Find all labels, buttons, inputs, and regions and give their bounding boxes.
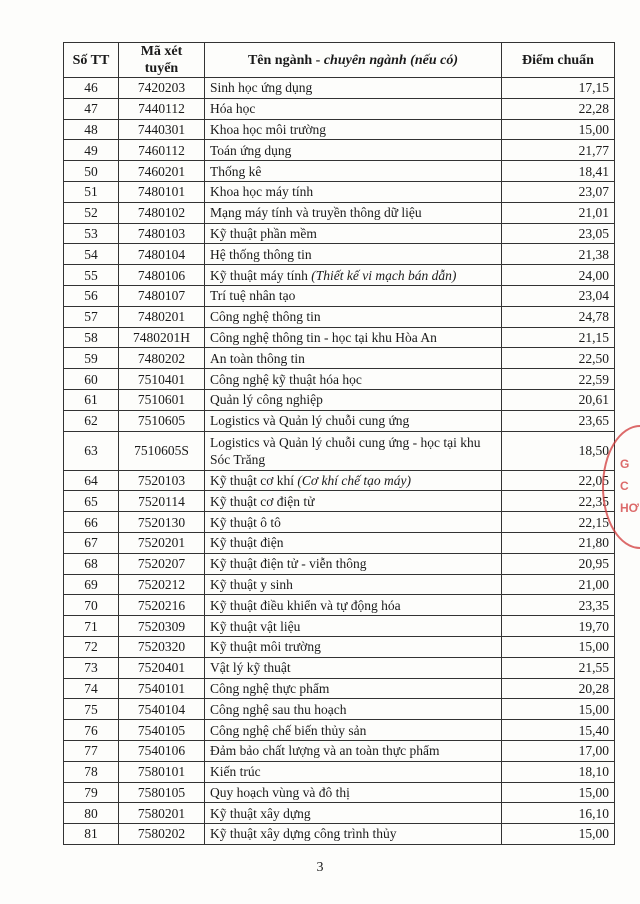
row-name-text: Công nghệ chế biến thủy sản — [210, 722, 367, 738]
row-name-text: Kỹ thuật điện — [210, 535, 284, 551]
table-row — [64, 657, 615, 678]
row-code: 7520401 — [119, 657, 205, 678]
row-name-text: Công nghệ thông tin — [210, 309, 321, 325]
table-row — [64, 782, 615, 803]
row-name — [205, 491, 502, 512]
row-stt: 79 — [64, 782, 119, 803]
row-name — [205, 636, 502, 657]
table-row — [64, 306, 615, 327]
row-stt: 74 — [64, 678, 119, 699]
row-name-text: Logistics và Quản lý chuỗi cung ứng — [210, 413, 410, 429]
row-score: 21,80 — [502, 532, 615, 553]
row-name-text: Công nghệ thực phẩm — [210, 680, 330, 696]
row-stt: 66 — [64, 512, 119, 533]
row-name — [205, 431, 502, 470]
table-row — [64, 181, 615, 202]
row-name — [205, 720, 502, 741]
row-score: 21,00 — [502, 574, 615, 595]
table-body — [64, 78, 615, 845]
row-code: 7540104 — [119, 699, 205, 720]
table-row — [64, 803, 615, 824]
row-name — [205, 119, 502, 140]
row-stt: 65 — [64, 491, 119, 512]
row-score: 21,01 — [502, 202, 615, 223]
table-row — [64, 202, 615, 223]
row-code: 7480201H — [119, 327, 205, 348]
table-row — [64, 161, 615, 182]
row-stt: 55 — [64, 265, 119, 286]
row-stt: 73 — [64, 657, 119, 678]
header-name — [205, 43, 502, 78]
row-score: 22,15 — [502, 512, 615, 533]
row-name — [205, 678, 502, 699]
row-code: 7440301 — [119, 119, 205, 140]
row-stt: 51 — [64, 181, 119, 202]
row-name-text: Công nghệ sau thu hoạch — [210, 701, 347, 717]
table-row — [64, 532, 615, 553]
row-name — [205, 761, 502, 782]
row-name-text: Kiến trúc — [210, 764, 261, 780]
row-stt: 49 — [64, 140, 119, 161]
row-stt: 60 — [64, 369, 119, 390]
row-code: 7480107 — [119, 285, 205, 306]
row-stt: 77 — [64, 740, 119, 761]
row-stt: 80 — [64, 803, 119, 824]
row-name — [205, 699, 502, 720]
table-row — [64, 348, 615, 369]
row-score: 23,65 — [502, 410, 615, 431]
row-score: 16,10 — [502, 803, 615, 824]
row-name — [205, 348, 502, 369]
row-code: 7580105 — [119, 782, 205, 803]
row-code: 7520103 — [119, 470, 205, 491]
row-code: 7510401 — [119, 369, 205, 390]
row-score: 23,07 — [502, 181, 615, 202]
table-row — [64, 740, 615, 761]
row-name — [205, 181, 502, 202]
row-score: 17,15 — [502, 78, 615, 99]
row-name — [205, 512, 502, 533]
row-name — [205, 140, 502, 161]
row-name-text: Khoa học máy tính — [210, 184, 314, 200]
row-score: 22,59 — [502, 369, 615, 390]
row-code: 7580201 — [119, 803, 205, 824]
row-stt: 52 — [64, 202, 119, 223]
row-score: 22,50 — [502, 348, 615, 369]
table-header-row — [64, 43, 615, 78]
row-score: 20,95 — [502, 553, 615, 574]
row-code: 7580101 — [119, 761, 205, 782]
row-stt: 61 — [64, 389, 119, 410]
table-row — [64, 616, 615, 637]
table-row — [64, 761, 615, 782]
row-score: 23,04 — [502, 285, 615, 306]
row-name — [205, 553, 502, 574]
row-stt: 46 — [64, 78, 119, 99]
table-row — [64, 223, 615, 244]
row-name — [205, 740, 502, 761]
row-score: 18,41 — [502, 161, 615, 182]
row-name — [205, 595, 502, 616]
row-name — [205, 285, 502, 306]
row-name-text: Trí tuệ nhân tạo — [210, 288, 296, 304]
row-code: 7540101 — [119, 678, 205, 699]
row-name-text: Kỹ thuật cơ điện tử — [210, 493, 315, 509]
table-row — [64, 410, 615, 431]
row-score: 17,00 — [502, 740, 615, 761]
table-row — [64, 824, 615, 845]
row-score: 15,00 — [502, 782, 615, 803]
row-name-text: Kỹ thuật vật liệu — [210, 618, 301, 634]
row-name-text: Logistics và Quản lý chuỗi cung ứng - học tại khu Sóc Trăng — [210, 434, 481, 467]
row-score: 15,00 — [502, 824, 615, 845]
row-code: 7520216 — [119, 595, 205, 616]
row-stt: 70 — [64, 595, 119, 616]
row-name-text: Kỹ thuật cơ khí — [210, 472, 298, 488]
row-stt: 78 — [64, 761, 119, 782]
row-stt: 48 — [64, 119, 119, 140]
row-code: 7480102 — [119, 202, 205, 223]
row-name-text: Toán ứng dụng — [210, 142, 292, 158]
row-stt: 68 — [64, 553, 119, 574]
row-code: 7520212 — [119, 574, 205, 595]
row-name-text: An toàn thông tin — [210, 350, 305, 366]
row-code: 7440112 — [119, 98, 205, 119]
table-row — [64, 140, 615, 161]
row-name — [205, 265, 502, 286]
table-row — [64, 491, 615, 512]
row-score: 22,05 — [502, 470, 615, 491]
row-score: 18,10 — [502, 761, 615, 782]
row-name-text: Quy hoạch vùng và đô thị — [210, 784, 350, 800]
table-row — [64, 470, 615, 491]
row-name — [205, 327, 502, 348]
row-code: 7510605S — [119, 431, 205, 470]
table-row — [64, 389, 615, 410]
row-name — [205, 532, 502, 553]
row-code: 7520114 — [119, 491, 205, 512]
row-stt: 72 — [64, 636, 119, 657]
row-code: 7540105 — [119, 720, 205, 741]
row-score: 22,35 — [502, 491, 615, 512]
row-name — [205, 78, 502, 99]
row-stt: 50 — [64, 161, 119, 182]
row-stt: 56 — [64, 285, 119, 306]
row-score: 15,00 — [502, 119, 615, 140]
row-code: 7520320 — [119, 636, 205, 657]
row-stt: 71 — [64, 616, 119, 637]
row-name-text: Kỹ thuật ô tô — [210, 514, 281, 530]
row-score: 15,40 — [502, 720, 615, 741]
table-row — [64, 285, 615, 306]
row-name-text: Khoa học môi trường — [210, 121, 327, 137]
row-code: 7520201 — [119, 532, 205, 553]
row-stt: 67 — [64, 532, 119, 553]
header-name-italic: chuyên ngành (nếu có) — [323, 52, 459, 68]
table-row — [64, 98, 615, 119]
table-row — [64, 574, 615, 595]
row-code: 7510605 — [119, 410, 205, 431]
row-name — [205, 410, 502, 431]
row-score: 20,28 — [502, 678, 615, 699]
row-name-text: Hóa học — [210, 101, 256, 117]
header-score: Điểm chuẩn — [502, 43, 615, 78]
row-name-text: Kỹ thuật máy tính — [210, 267, 312, 283]
row-score: 24,78 — [502, 306, 615, 327]
row-code: 7420203 — [119, 78, 205, 99]
row-score: 23,35 — [502, 595, 615, 616]
table-row — [64, 431, 615, 470]
row-code: 7480201 — [119, 306, 205, 327]
row-code: 7460112 — [119, 140, 205, 161]
row-code: 7520309 — [119, 616, 205, 637]
header-code: Mã xét tuyển — [119, 43, 205, 78]
row-name — [205, 824, 502, 845]
row-score: 20,61 — [502, 389, 615, 410]
table-row — [64, 119, 615, 140]
stamp-text-2: C — [620, 479, 629, 493]
row-stt: 76 — [64, 720, 119, 741]
row-code: 7460201 — [119, 161, 205, 182]
stamp-text-3: HƠ — [620, 501, 639, 515]
row-name-text: Kỹ thuật xây dựng — [210, 805, 311, 821]
row-code: 7520130 — [119, 512, 205, 533]
row-name-text: Kỹ thuật điện tử - viễn thông — [210, 556, 367, 572]
row-stt: 54 — [64, 244, 119, 265]
row-name-text: Công nghệ kỹ thuật hóa học — [210, 371, 362, 387]
row-name — [205, 616, 502, 637]
row-name — [205, 202, 502, 223]
row-name-text: Thống kê — [210, 163, 262, 179]
row-name-text: Kỹ thuật phần mềm — [210, 225, 317, 241]
row-name — [205, 389, 502, 410]
row-stt: 59 — [64, 348, 119, 369]
row-stt: 58 — [64, 327, 119, 348]
row-name — [205, 782, 502, 803]
row-code: 7540106 — [119, 740, 205, 761]
row-name — [205, 161, 502, 182]
row-score: 21,15 — [502, 327, 615, 348]
table-row — [64, 512, 615, 533]
table-row — [64, 553, 615, 574]
table-row — [64, 369, 615, 390]
row-score: 21,77 — [502, 140, 615, 161]
row-code: 7480101 — [119, 181, 205, 202]
row-name-text: Vật lý kỹ thuật — [210, 660, 291, 676]
row-name-text: Quản lý công nghiệp — [210, 392, 323, 408]
row-score: 19,70 — [502, 616, 615, 637]
row-stt: 63 — [64, 431, 119, 470]
table-row — [64, 720, 615, 741]
row-name — [205, 574, 502, 595]
row-name-text: Kỹ thuật điều khiển và tự động hóa — [210, 597, 401, 613]
row-stt: 57 — [64, 306, 119, 327]
table-row — [64, 636, 615, 657]
row-code: 7480106 — [119, 265, 205, 286]
row-score: 15,00 — [502, 699, 615, 720]
row-name — [205, 223, 502, 244]
row-code: 7480202 — [119, 348, 205, 369]
row-name — [205, 657, 502, 678]
row-name-text: Kỹ thuật y sinh — [210, 576, 293, 592]
row-name-text: Mạng máy tính và truyền thông dữ liệu — [210, 205, 422, 221]
row-score: 15,00 — [502, 636, 615, 657]
row-name — [205, 244, 502, 265]
row-name — [205, 369, 502, 390]
row-name-text: Công nghệ thông tin - học tại khu Hòa An — [210, 329, 437, 345]
row-score: 24,00 — [502, 265, 615, 286]
page-number: 3 — [316, 860, 324, 875]
row-name-text: Hệ thống thông tin — [210, 246, 312, 262]
admission-score-table — [63, 42, 615, 845]
table-row — [64, 327, 615, 348]
row-score: 21,38 — [502, 244, 615, 265]
row-code: 7510601 — [119, 389, 205, 410]
row-name-note: (Thiết kế vi mạch bán dẫn) — [311, 267, 457, 283]
row-stt: 62 — [64, 410, 119, 431]
row-name-text: Kỹ thuật xây dựng công trình thủy — [210, 826, 397, 842]
row-stt: 81 — [64, 824, 119, 845]
row-stt: 69 — [64, 574, 119, 595]
row-name-note: (Cơ khí chế tạo máy) — [297, 472, 412, 488]
header-stt: Số TT — [64, 43, 119, 78]
row-name — [205, 306, 502, 327]
table-row — [64, 678, 615, 699]
row-name-text: Sinh học ứng dụng — [210, 80, 313, 96]
table-row — [64, 244, 615, 265]
row-name — [205, 98, 502, 119]
row-stt: 75 — [64, 699, 119, 720]
row-score: 18,50 — [502, 431, 615, 470]
row-code: 7520207 — [119, 553, 205, 574]
header-name-main: Tên ngành - — [247, 52, 324, 68]
row-name — [205, 803, 502, 824]
row-score: 21,55 — [502, 657, 615, 678]
row-code: 7580202 — [119, 824, 205, 845]
row-name-text: Đảm bảo chất lượng và an toàn thực phẩm — [210, 743, 440, 759]
row-score: 22,28 — [502, 98, 615, 119]
row-name — [205, 470, 502, 491]
row-stt: 53 — [64, 223, 119, 244]
row-code: 7480103 — [119, 223, 205, 244]
row-name-text: Kỹ thuật môi trường — [210, 639, 321, 655]
table-row — [64, 595, 615, 616]
table-row — [64, 78, 615, 99]
row-score: 23,05 — [502, 223, 615, 244]
row-stt: 64 — [64, 470, 119, 491]
stamp-text-1: G — [620, 457, 630, 471]
row-stt: 47 — [64, 98, 119, 119]
table-row — [64, 699, 615, 720]
table-row — [64, 265, 615, 286]
row-code: 7480104 — [119, 244, 205, 265]
